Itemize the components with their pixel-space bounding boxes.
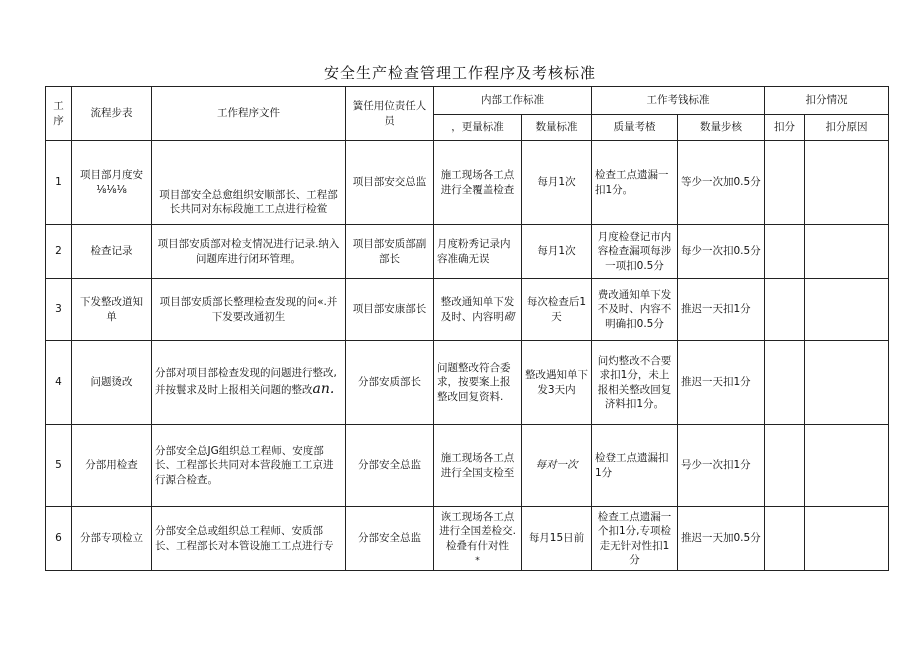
header-internal-quality: ，更量标准: [434, 115, 522, 141]
row-assess-quality: 问灼整改不合要求扣1分，未上报相关整改回复济料扣1分。: [592, 341, 678, 425]
row-assess-quantity: 推迟一天扣1分: [678, 279, 765, 341]
header-step: 流程步表: [72, 87, 152, 141]
row-internal-quantity: 每月1次: [522, 225, 592, 279]
row-responsible: 分部安质部长: [346, 341, 434, 425]
row-internal-quality-cell: [434, 279, 522, 341]
row-responsible: 项目部安质部副部长: [346, 225, 434, 279]
header-internal-standards: 内部工作标准: [434, 87, 592, 115]
header-responsible: 簧任用位责任人员: [346, 87, 434, 141]
header-internal-quantity: 数量标准: [522, 115, 592, 141]
row-assess-quality: 检登工点遗漏扣1分: [592, 425, 678, 507]
row-internal-quantity: 整改遇知单下发3天内: [522, 341, 592, 425]
row-assess-quality: 检查工点遗漏一扣1分。: [592, 141, 678, 225]
row-assess-quantity: 号少一次扣1分: [678, 425, 765, 507]
row-internal-quantity: 每月15日前: [522, 507, 592, 571]
standards-table: [45, 86, 889, 571]
header-procedure: 工作程序文件: [152, 87, 346, 141]
row-responsible: 分部安全总监: [346, 507, 434, 571]
header-assess-quantity: 数量步核: [678, 115, 765, 141]
row-assess-quality: 检查工点遗漏一个扣1分,专项检走无针对性扣1分: [592, 507, 678, 571]
row-procedure: 项目部安全总愈组织安顺部长、工程部长共同对东标段施工工点进行检鲎: [152, 141, 346, 225]
header-assessment-standards: 工作考钱标准: [592, 87, 765, 115]
row-seq: 1: [46, 141, 72, 225]
row-deduct: [765, 141, 805, 225]
row-internal-quality: 整改通知单下发及时、内容明: [440, 296, 515, 323]
row-internal-quality-tail: *: [475, 555, 480, 566]
row-responsible: 项目部安康部长: [346, 279, 434, 341]
row-internal-quantity: 每对一次: [522, 425, 592, 507]
row-seq: 3: [46, 279, 72, 341]
row-seq: 6: [46, 507, 72, 571]
row-internal-quality: 诙工现场各工点进行全国差检交.检叠有什对性: [439, 511, 516, 552]
row-step: 项目部月度安⅛⅛⅛: [72, 141, 152, 225]
document-title: 安全生产检查管理工作程序及考核标准: [323, 64, 596, 82]
row-procedure: 项目部安质部对检支情况进行记录.纳入问题库进行闭环管理。: [152, 225, 346, 279]
row-step: 问题烫改: [72, 341, 152, 425]
table-row: [46, 225, 889, 279]
row-internal-quality: 施工现场各工点进行全国支检至: [434, 425, 522, 507]
row-step: 分部专项检立: [72, 507, 152, 571]
table-row: [46, 279, 889, 341]
row-seq: 2: [46, 225, 72, 279]
row-step: 检查记录: [72, 225, 152, 279]
row-deduct-reason: [805, 425, 889, 507]
row-deduct-reason: [805, 279, 889, 341]
row-internal-quality: 问题整改符合委求，按要案上报整改回复资料.: [434, 341, 522, 425]
row-procedure: 分部安全总JG组织总工程师、安度部长、工程部长共同对本营段施工工京进行源合检查。: [152, 425, 346, 507]
row-internal-quality-cell: [434, 507, 522, 571]
table-row: [46, 425, 889, 507]
header-assess-quality: 质量考楂: [592, 115, 678, 141]
row-assess-quality: 月度检登记市内容检查漏项每涉一项扣0.5分: [592, 225, 678, 279]
row-step: 下发整改道知单: [72, 279, 152, 341]
row-procedure: 分部对项目部检查发现的问题进行整改,并按鬟求及时上报相关问题的整改: [155, 366, 337, 397]
row-responsible: 项目部安交总监: [346, 141, 434, 225]
row-assess-quantity: 每少一次扣0.5分: [678, 225, 765, 279]
row-deduct-reason: [805, 225, 889, 279]
header-deduction: 扣分情况: [765, 87, 889, 115]
row-procedure: 项目部安质部长整理检查发现的问«.并下发要改通初生: [152, 279, 346, 341]
row-internal-quality: 施工现场各工点进行全覆盖检查: [434, 141, 522, 225]
row-deduct-reason: [805, 141, 889, 225]
header-seq: 工序: [46, 87, 72, 141]
table-row: [46, 341, 889, 425]
row-internal-quality: 月度粉秀记录内容准确无误: [434, 225, 522, 279]
row-deduct: [765, 225, 805, 279]
table-row: [46, 507, 889, 571]
row-deduct-reason: [805, 341, 889, 425]
row-procedure-tail: an.: [312, 381, 335, 398]
row-procedure: 分部安全总或组织总工程师、安质部长、工程部长对本管设施工工点进行专: [152, 507, 346, 571]
row-deduct: [765, 279, 805, 341]
row-internal-quality-tail: 砌: [503, 310, 515, 323]
row-step: 分部用检查: [72, 425, 152, 507]
row-procedure-cell: [152, 341, 346, 425]
row-deduct: [765, 507, 805, 571]
table-row: [46, 141, 889, 225]
row-responsible: 分部安全总监: [346, 425, 434, 507]
row-internal-quantity: 每月1次: [522, 141, 592, 225]
header-deduct-reason: 扣分原因: [805, 115, 889, 141]
row-assess-quantity: 等少一次加0.5分: [678, 141, 765, 225]
row-deduct: [765, 425, 805, 507]
row-internal-quantity: 每次检查后1天: [522, 279, 592, 341]
row-assess-quality: 费改通知单下发不及时、内容不明确扣0.5分: [592, 279, 678, 341]
row-seq: 4: [46, 341, 72, 425]
row-deduct: [765, 341, 805, 425]
row-assess-quantity: 推迟一天加0.5分: [678, 507, 765, 571]
row-deduct-reason: [805, 507, 889, 571]
header-deduct: 扣分: [765, 115, 805, 141]
row-seq: 5: [46, 425, 72, 507]
row-assess-quantity: 推迟一天扣1分: [678, 341, 765, 425]
